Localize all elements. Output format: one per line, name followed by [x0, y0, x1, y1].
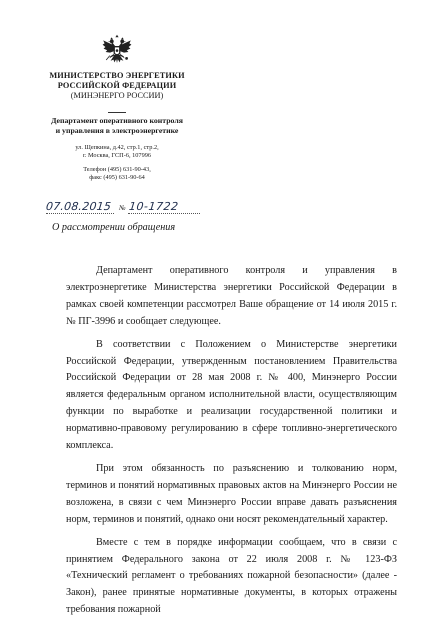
address-line2: г. Москва, ГСП-6, 107996	[82, 152, 152, 160]
double-headed-eagle-emblem-icon	[102, 34, 132, 68]
body-paragraph: Департамент оперативного контроля и управления в электроэнергетике Министерства энергетики Российской Федерации в рамках своей компетенции рассмотрел Ваше обращение от 14 июля 2015 г. № ПГ-3996 и сообщает следующее.	[66, 265, 397, 327]
phone-number: Телефон (495) 631-90-43,	[83, 166, 151, 174]
ministry-name-line1: МИНИСТЕРСТВО ЭНЕРГЕТИКИ	[49, 71, 185, 80]
letterhead-divider	[108, 112, 126, 113]
ministry-short-name: (МИНЭНЕРГО РОССИИ)	[70, 91, 164, 100]
contacts-block	[38, 166, 196, 182]
number-underline	[128, 213, 200, 214]
letter-subject: О рассмотрении обращения	[52, 222, 176, 233]
body-paragraph: В соответствии с Положением о Министерстве энергетики Российской Федерации, утвержденным постановлением Правительства Российской Федерации от 28 мая 2008 г. № 400, Минэнерго России является федеральным органом исполнительной власти, осуществляющим функции по выработке и реализации государственной политики и нормативно-правовому регулированию в сфере топливно-энергетического комплекса.	[66, 338, 397, 452]
registration-date: 07.08.2015	[45, 200, 112, 213]
fax-number: факс (495) 631-90-64	[89, 174, 145, 182]
letterhead	[38, 34, 196, 182]
registration-number-prefix: №	[119, 204, 126, 212]
registration-line	[46, 201, 204, 217]
department-name-line1: Департамент оперативного контроля	[51, 116, 183, 125]
body-paragraph: Вместе с тем в порядке информации сообщаем, что в связи с принятием Федерального закона от 22 июля 2008 г. № 123-ФЗ «Технический регламент о требованиях пожарной безопасности» (далее - Закон), ранее принятые нормативные документы, в которых отражены требования пожарной	[66, 536, 397, 616]
body-paragraph: При этом обязанность по разъяснению и толкованию норм, терминов и понятий нормативных правовых актов на Минэнерго России не возложена, в связи с чем Минэнерго России вправе давать разъяснения норм, терминов и понятий, однако они носят рекомендательный характер.	[66, 462, 397, 525]
address-line1: ул. Щепкина, д.42, стр.1, стр.2,	[75, 144, 159, 152]
address-block	[38, 144, 196, 160]
department-name-line2: и управления в электроэнергетике	[55, 125, 179, 135]
ministry-name-line2: РОССИЙСКОЙ ФЕДЕРАЦИИ	[57, 81, 177, 90]
registration-number: 10-1722	[128, 200, 180, 213]
letter-body	[66, 263, 397, 625]
date-underline	[46, 213, 114, 214]
